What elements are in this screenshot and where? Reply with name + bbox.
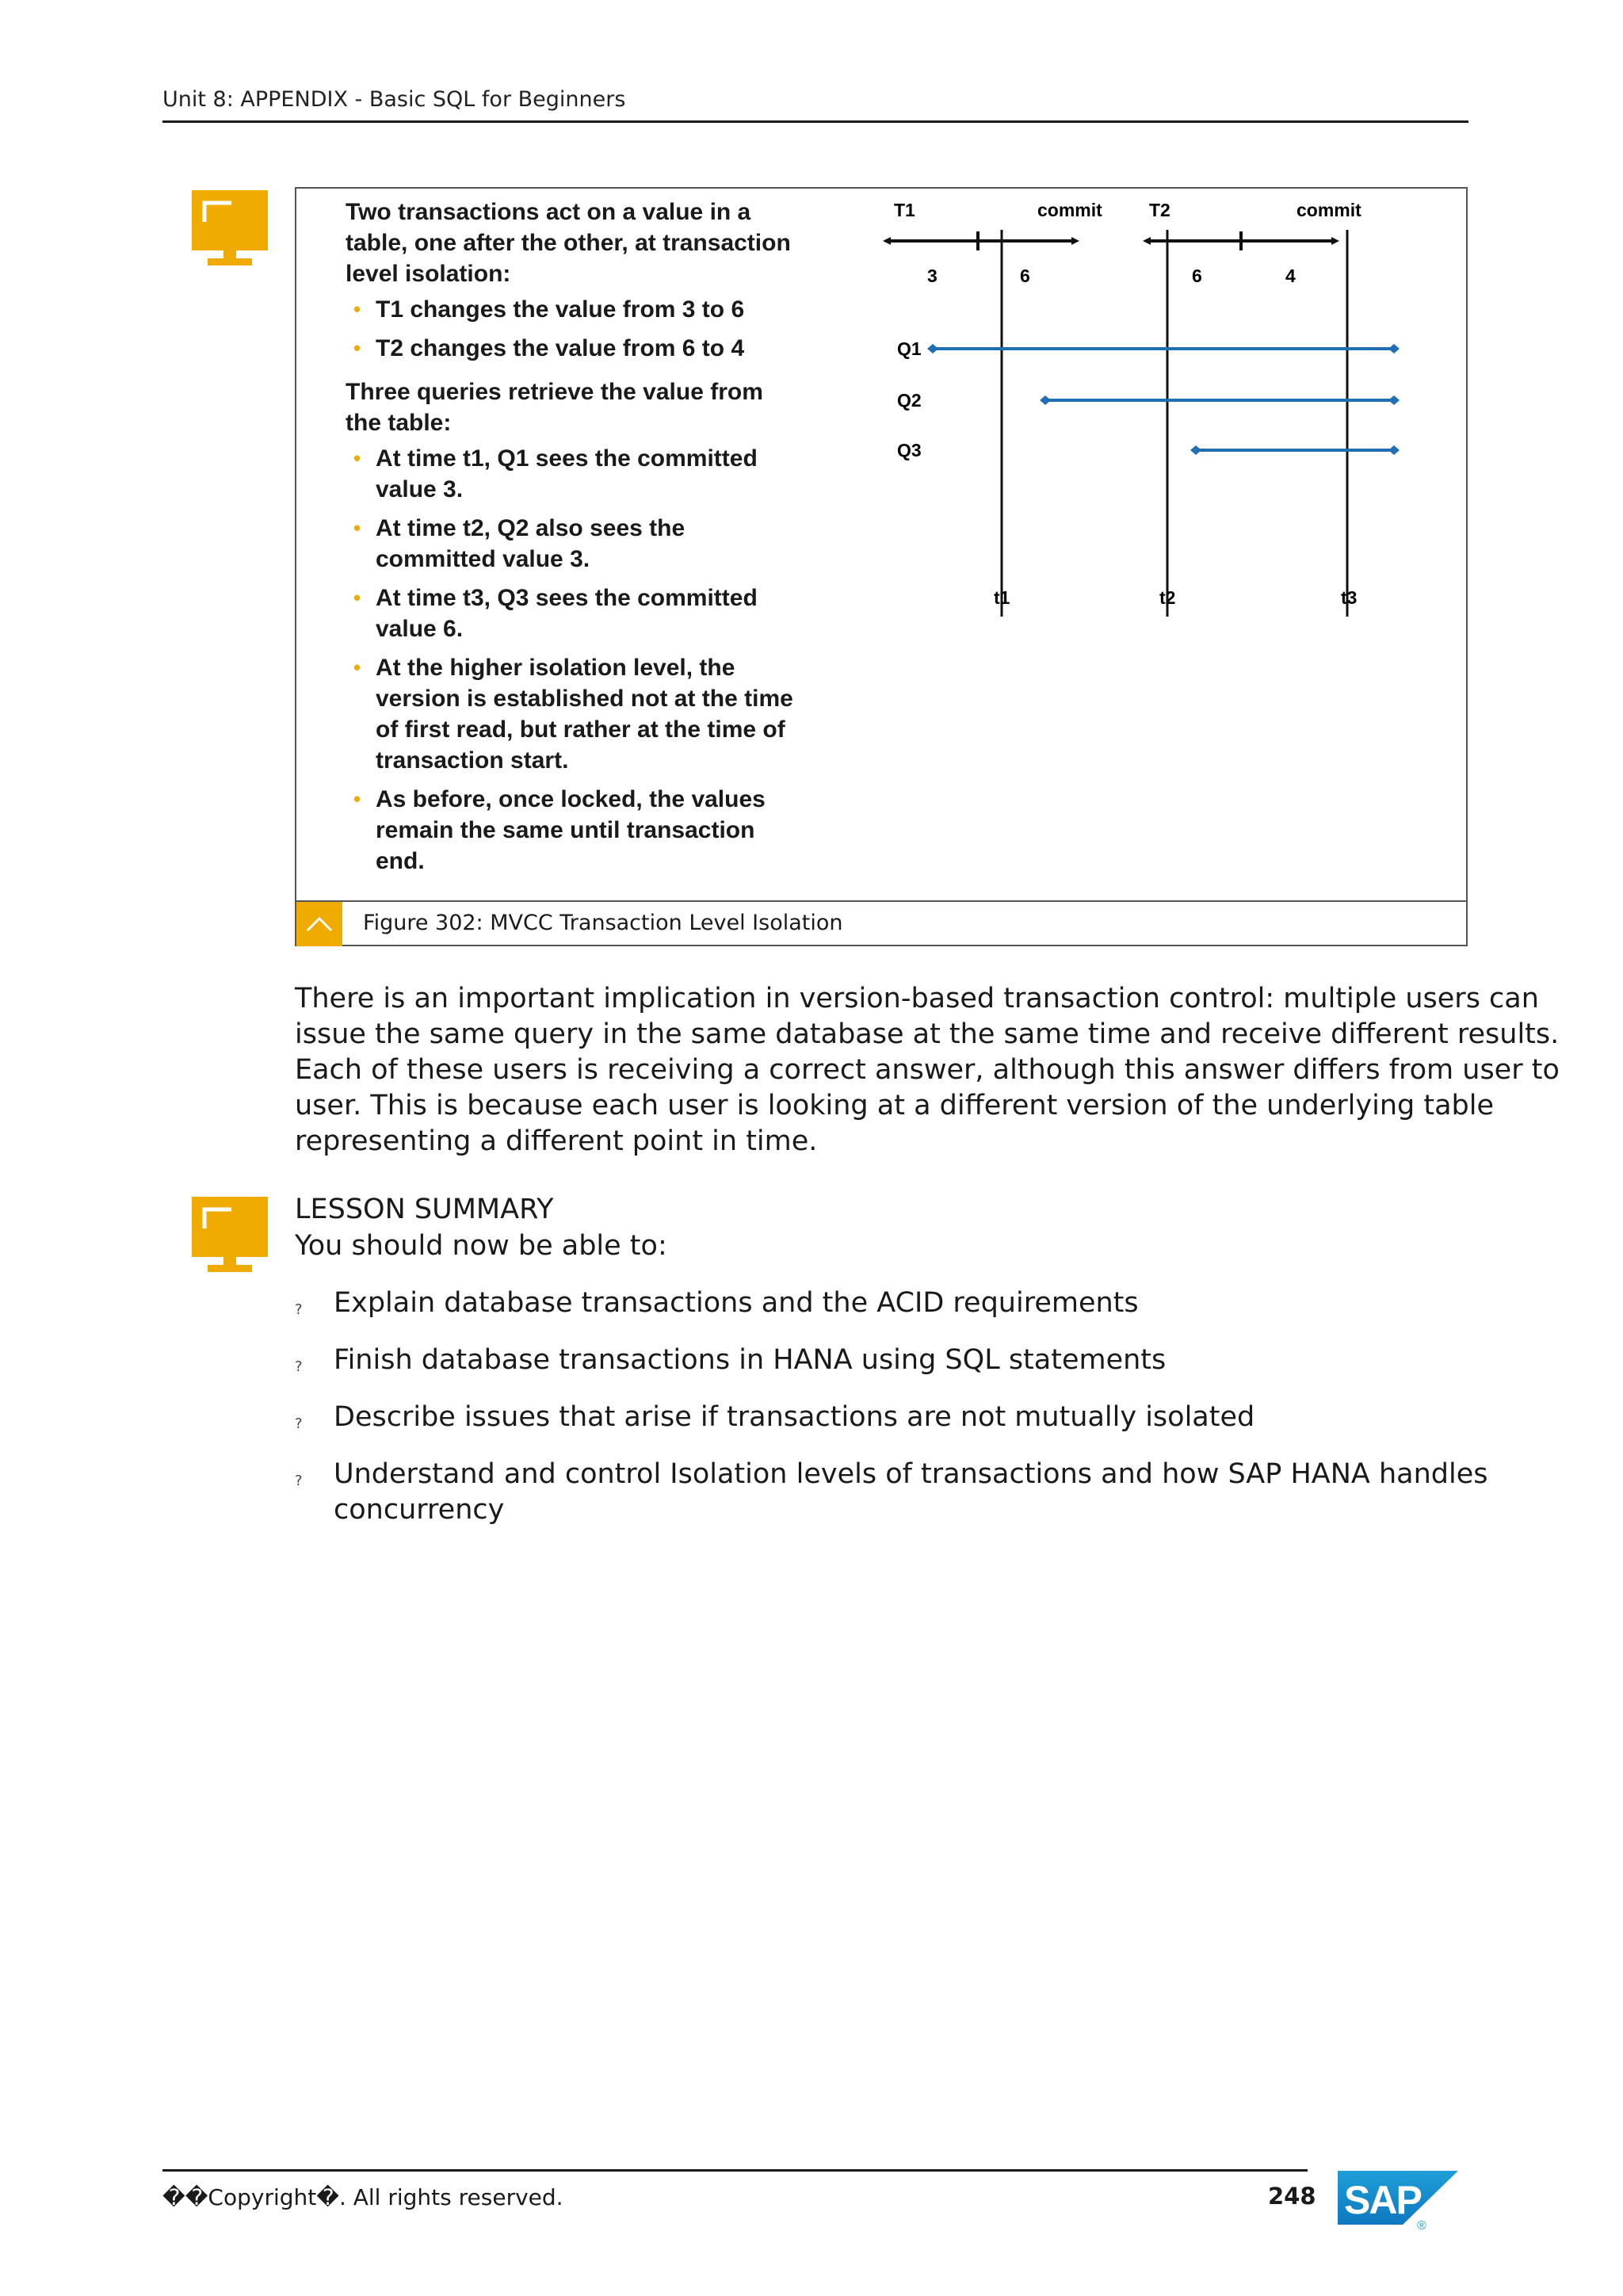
caption-collapse-button[interactable] — [296, 902, 342, 946]
header-divider — [162, 120, 1468, 123]
page-header: Unit 8: APPENDIX - Basic SQL for Beginners — [162, 87, 626, 112]
lesson-summary-title: LESSON SUMMARY — [295, 1194, 554, 1225]
bullet-glyph: ? — [295, 1415, 303, 1432]
body-paragraph: There is an important implication in version-based transaction control: multiple users can issue the same query in the same database at the same time and receive different results. Each of these users is receiving a correct answer, although this answer differs from user to user. This is because each user is looking at a different version of the underlying table representing a different point in time. — [295, 983, 1560, 1157]
arrow-right-icon — [1331, 237, 1339, 245]
list-item: ? Finish database transactions in HANA using SQL statements — [295, 1343, 1531, 1378]
t2-value-new: 4 — [1285, 266, 1296, 286]
chevron-up-icon — [296, 902, 342, 946]
list-item: • As before, once locked, the values remain the same until transaction end. — [346, 784, 805, 877]
diamond-icon — [1388, 344, 1400, 353]
t2-commit-label: commit — [1296, 200, 1361, 220]
bullet-dot: • — [353, 297, 361, 321]
time-label-t2: t2 — [1159, 587, 1176, 608]
figure-intro: Two transactions act on a value in a table, one after the other, at transaction level isolation: — [346, 199, 791, 287]
svg-text:SAP: SAP — [1344, 2178, 1421, 2222]
mvcc-timeline-diagram — [296, 189, 1466, 902]
presentation-screen-icon — [190, 1197, 269, 1276]
query-label-q1: Q1 — [897, 338, 922, 359]
time-label-t3: t3 — [1341, 587, 1358, 608]
svg-text:®: ® — [1417, 2219, 1426, 2231]
diamond-icon — [1388, 445, 1400, 455]
bullet-dot: • — [353, 336, 361, 360]
arrow-left-icon — [883, 237, 891, 245]
figure-caption-bar — [296, 900, 1466, 946]
t2-value-old: 6 — [1192, 266, 1202, 286]
list-item: • At time t3, Q3 sees the committed value 6. — [346, 583, 805, 644]
bullet-dot: • — [353, 655, 361, 679]
footer-copyright: ��Copyright�. All rights reserved. — [162, 2184, 563, 2210]
diamond-icon — [1190, 445, 1201, 455]
bullet-dot: • — [353, 586, 361, 609]
bullet-glyph: ? — [295, 1473, 303, 1489]
diamond-icon — [1040, 395, 1051, 405]
bullet-glyph: ? — [295, 1301, 303, 1318]
list-item: ? Describe issues that arise if transactions are not mutually isolated — [295, 1400, 1531, 1435]
figure-box — [295, 187, 1468, 946]
list-item: • At the higher isolation level, the version is established not at the time of first read, but rather at the time of transaction start. — [346, 652, 805, 776]
diamond-icon — [927, 344, 938, 353]
list-item: • T1 changes the value from 3 to 6 — [346, 294, 805, 325]
t1-value-old: 3 — [927, 266, 938, 286]
queries-intro: Three queries retrieve the value from the table: — [346, 379, 763, 436]
bullet-dot: • — [353, 446, 361, 470]
arrow-left-icon — [1143, 237, 1151, 245]
query-label-q3: Q3 — [897, 440, 922, 460]
list-item: • T2 changes the value from 6 to 4 — [346, 333, 805, 364]
lesson-summary-list — [295, 1286, 1531, 1549]
bullet-dot: • — [353, 787, 361, 811]
bullet-glyph: ? — [295, 1358, 303, 1375]
footer-divider — [162, 2169, 1308, 2172]
bullet-dot: • — [353, 516, 361, 540]
figure-caption: Figure 302: MVCC Transaction Level Isolation — [363, 911, 843, 935]
time-label-t1: t1 — [994, 587, 1010, 608]
t2-label: T2 — [1149, 200, 1170, 220]
lesson-summary-subtitle: You should now be able to: — [295, 1230, 667, 1262]
sap-logo — [1338, 2168, 1465, 2231]
list-item: • At time t2, Q2 also sees the committed value 3. — [346, 513, 805, 575]
t1-commit-label: commit — [1037, 200, 1102, 220]
presentation-screen-icon — [190, 190, 269, 269]
diamond-icon — [1388, 395, 1400, 405]
list-item: ? Explain database transactions and the ACID requirements — [295, 1286, 1531, 1321]
figure-content — [296, 189, 1466, 902]
list-item: ? Understand and control Isolation levels of transactions and how SAP HANA handles concurrency — [295, 1458, 1488, 1526]
t1-value-new: 6 — [1020, 266, 1030, 286]
list-item: • At time t1, Q1 sees the committed value 3. — [346, 443, 805, 505]
page-number: 248 — [1268, 2183, 1316, 2210]
query-label-q2: Q2 — [897, 390, 922, 411]
t1-label: T1 — [894, 200, 915, 220]
arrow-right-icon — [1071, 237, 1079, 245]
